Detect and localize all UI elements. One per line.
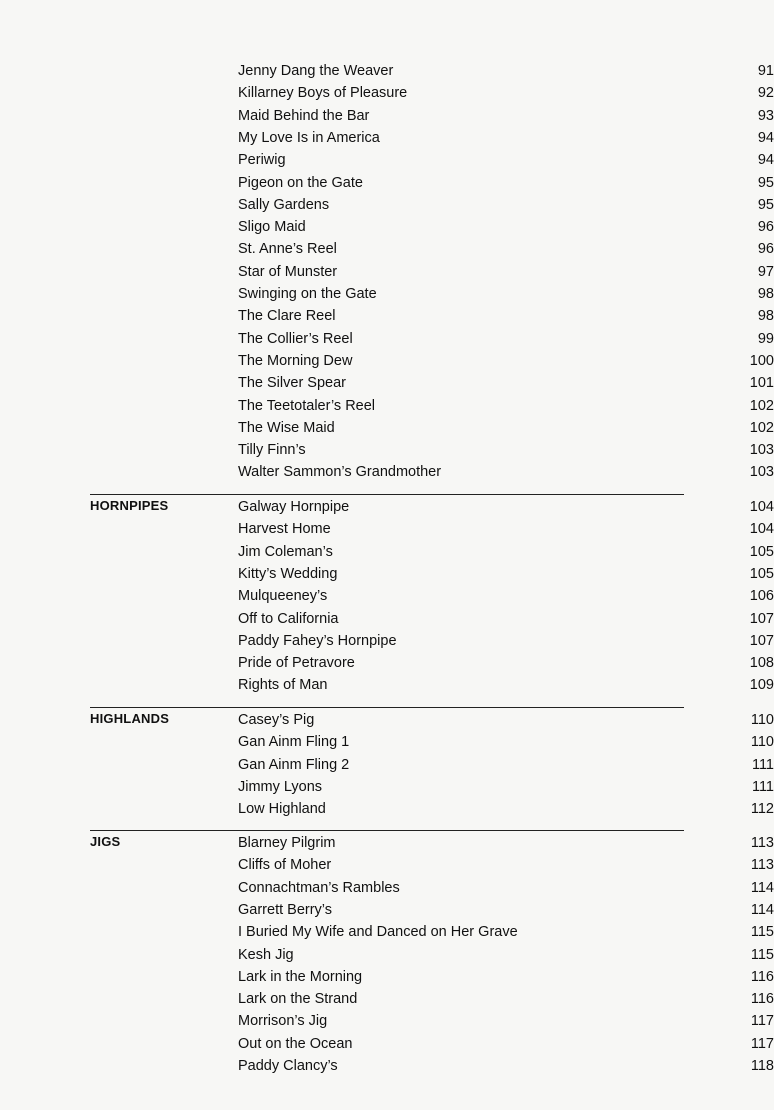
toc-entry [238, 105, 774, 127]
toc-entry [238, 238, 774, 260]
toc-entry [238, 754, 774, 776]
section-divider [90, 494, 684, 495]
tune-title: Casey’s Pig [238, 712, 315, 728]
page-number: 117 [750, 1035, 774, 1052]
toc-entry [238, 82, 774, 104]
toc-entry [238, 496, 774, 518]
tune-title: The Morning Dew [238, 352, 353, 369]
toc-entry [238, 944, 774, 966]
page-number: 108 [749, 655, 774, 672]
toc-entry [238, 674, 774, 696]
tune-title: Swinging on the Gate [238, 286, 377, 302]
tune-title: Star of Munster [238, 263, 338, 280]
page-number: 107 [749, 632, 774, 649]
page-number: 96 [757, 219, 774, 236]
toc-entry [238, 1033, 774, 1055]
toc-entry [238, 709, 774, 731]
page-number: 102 [749, 419, 774, 436]
tune-title: The Teetotaler’s Reel [238, 397, 376, 414]
tune-title: Morrison’s Jig [238, 1013, 328, 1030]
page-number: 104 [749, 521, 774, 538]
tune-title: The Silver Spear [238, 375, 346, 392]
tune-title: Lark in the Morning [238, 968, 363, 985]
page-number: 104 [749, 499, 774, 515]
section-divider [90, 830, 684, 831]
toc-entry [238, 988, 774, 1010]
toc-entry [238, 776, 774, 798]
section-heading: HIGHLANDS [90, 711, 170, 726]
toc-entry [238, 1055, 774, 1077]
page-number: 102 [749, 397, 774, 414]
tune-title: The Wise Maid [238, 419, 335, 436]
tune-title: Kesh Jig [238, 946, 294, 963]
toc-entry [238, 854, 774, 876]
section-divider [90, 707, 684, 708]
tune-title: Jimmy Lyons [238, 778, 323, 795]
tune-title: Gan Ainm Fling 1 [238, 734, 350, 751]
tune-title: Tilly Finn’s [238, 442, 306, 459]
page-number: 114 [750, 879, 774, 896]
page-number: 95 [757, 196, 774, 213]
page-number: 103 [749, 464, 774, 481]
toc-entry [238, 172, 774, 194]
page-number: 99 [757, 330, 774, 347]
tune-title: Periwig [238, 152, 286, 169]
tune-title: My Love Is in America [238, 129, 380, 146]
toc-entry [238, 608, 774, 630]
page-number: 112 [750, 801, 774, 818]
tune-title: Jenny Dang the Weaver [238, 63, 394, 79]
tune-title: Kitty’s Wedding [238, 565, 338, 582]
page-number: 94 [757, 129, 774, 146]
toc-entry [238, 652, 774, 674]
toc-entry [238, 60, 774, 82]
toc-entry [238, 283, 774, 305]
tune-title: Pride of Petravore [238, 655, 355, 672]
tune-title: Blarney Pilgrim [238, 835, 336, 851]
tune-title: Maid Behind the Bar [238, 107, 370, 124]
page-number: 93 [757, 107, 774, 124]
toc-entry [238, 877, 774, 899]
toc-entry [238, 541, 774, 563]
section-heading: JIGS [90, 834, 121, 849]
page-number: 91 [757, 63, 774, 79]
tune-title: Paddy Fahey’s Hornpipe [238, 632, 397, 649]
tune-title: Paddy Clancy’s [238, 1058, 338, 1074]
tune-title: The Collier’s Reel [238, 330, 353, 347]
toc-entry [238, 194, 774, 216]
page-number: 116 [750, 991, 774, 1008]
toc-entry [238, 372, 774, 394]
toc-entry [238, 350, 774, 372]
tune-title: Lark on the Strand [238, 991, 358, 1008]
page-number: 107 [749, 610, 774, 627]
toc-entry [238, 518, 774, 540]
tune-title: Harvest Home [238, 521, 331, 538]
page-number: 111 [751, 756, 774, 773]
tune-title: Mulqueeney’s [238, 588, 328, 605]
tune-title: Sligo Maid [238, 219, 306, 236]
toc-entry [238, 899, 774, 921]
page-number: 105 [749, 565, 774, 582]
page-number: 116 [750, 968, 774, 985]
tune-title: Cliffs of Moher [238, 857, 332, 874]
tune-title: Sally Gardens [238, 196, 330, 213]
tune-title: Rights of Man [238, 677, 328, 694]
toc-entry [238, 216, 774, 238]
page-number: 115 [750, 924, 774, 941]
page-number: 106 [749, 588, 774, 605]
toc-entry [238, 127, 774, 149]
toc-entry [238, 149, 774, 171]
tune-title: Galway Hornpipe [238, 499, 350, 515]
page-number: 100 [749, 352, 774, 369]
toc-entry [238, 305, 774, 327]
page-number: 98 [757, 308, 774, 325]
page-number: 92 [757, 85, 774, 102]
page-number: 113 [750, 835, 774, 851]
toc-entry [238, 417, 774, 439]
toc-entry [238, 439, 774, 461]
tune-title: Off to California [238, 610, 339, 627]
page-number: 109 [749, 677, 774, 694]
toc-entry [238, 328, 774, 350]
page-number: 97 [757, 263, 774, 280]
section-heading: HORNPIPES [90, 498, 169, 513]
toc-entry [238, 630, 774, 652]
page-number: 101 [749, 375, 774, 392]
tune-title: I Buried My Wife and Danced on Her Grave [238, 924, 518, 941]
toc-entry [238, 731, 774, 753]
toc-entry [238, 1010, 774, 1032]
toc-entry [238, 563, 774, 585]
page-number: 118 [750, 1058, 774, 1074]
tune-title: St. Anne’s Reel [238, 241, 337, 258]
page-number: 105 [749, 543, 774, 560]
page-number: 115 [750, 946, 774, 963]
tune-title: Garrett Berry’s [238, 901, 333, 918]
tune-title: Jim Coleman’s [238, 543, 333, 560]
tune-title: The Clare Reel [238, 308, 336, 325]
tune-title: Walter Sammon’s Grandmother [238, 464, 442, 481]
page-number: 110 [750, 734, 774, 751]
toc-entry [238, 798, 774, 820]
tune-title: Connachtman’s Rambles [238, 879, 400, 896]
tune-title: Gan Ainm Fling 2 [238, 756, 350, 773]
page-number: 111 [751, 778, 774, 795]
toc-entry [238, 966, 774, 988]
page-number: 103 [749, 442, 774, 459]
page-number: 113 [750, 857, 774, 874]
toc-entry [238, 395, 774, 417]
tune-title: Killarney Boys of Pleasure [238, 85, 408, 102]
toc-entry [238, 261, 774, 283]
tune-title: Low Highland [238, 801, 326, 818]
page-number: 98 [757, 286, 774, 302]
page-number: 95 [757, 174, 774, 191]
page-number: 117 [750, 1013, 774, 1030]
toc-entry [238, 921, 774, 943]
page-number: 94 [757, 152, 774, 169]
toc-entry [238, 461, 774, 483]
page-number: 114 [750, 901, 774, 918]
page-number: 110 [750, 712, 774, 728]
page-number: 96 [757, 241, 774, 258]
toc-entry [238, 585, 774, 607]
tune-title: Out on the Ocean [238, 1035, 353, 1052]
tune-title: Pigeon on the Gate [238, 174, 363, 191]
toc-entry [238, 832, 774, 854]
